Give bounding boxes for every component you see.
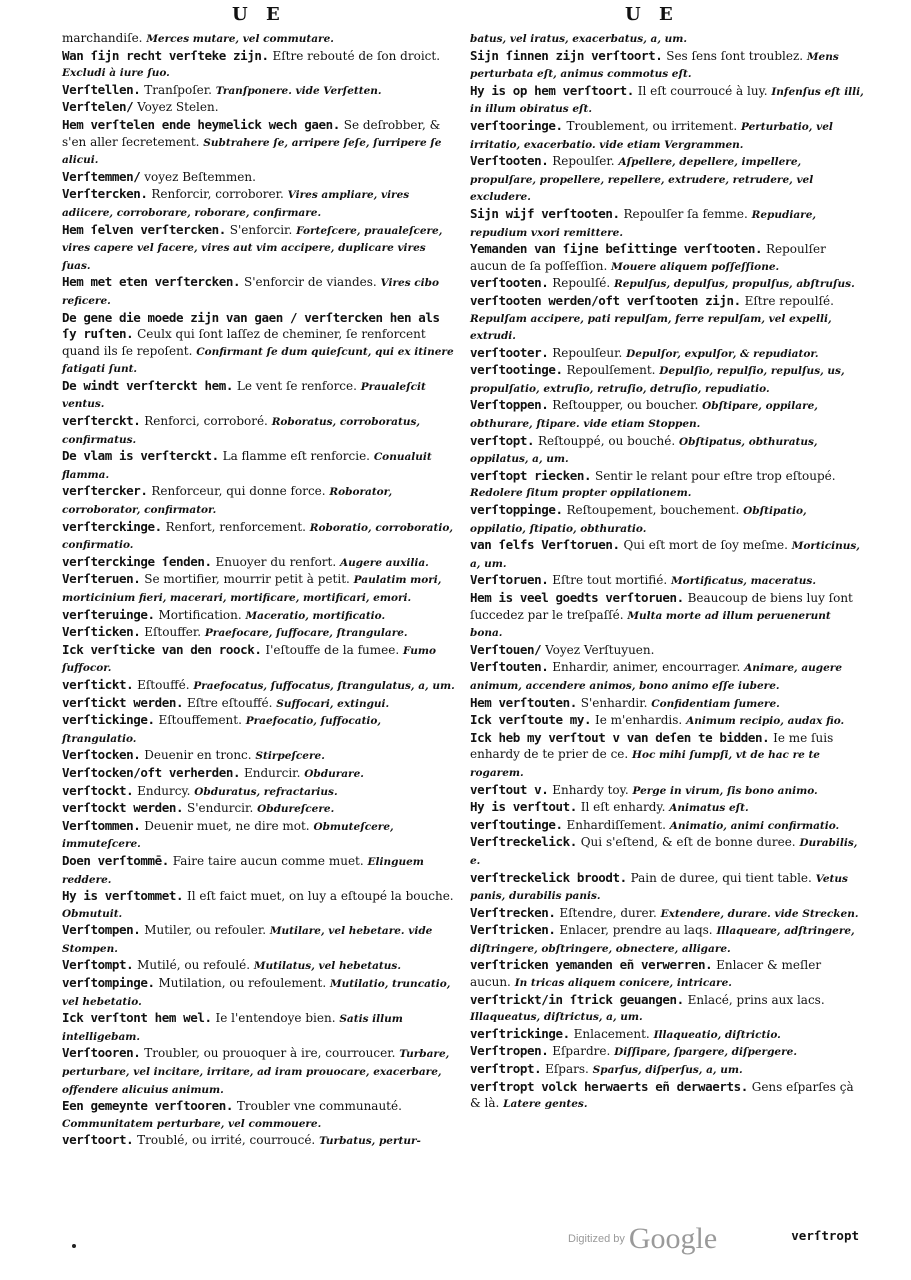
- headword: Hy is verſtout.: [470, 799, 577, 815]
- latin-gloss: Obdurare.: [304, 767, 364, 780]
- french-gloss: marchandiſe.: [62, 31, 143, 45]
- headword: verſtercker.: [62, 483, 148, 499]
- ink-speck: [72, 1244, 76, 1248]
- french-gloss: S'enforcir de viandes.: [243, 275, 377, 290]
- latin-gloss: Obdureſcere.: [257, 803, 335, 816]
- headword: Hem met eten verſtercken.: [62, 274, 241, 290]
- latin-gloss: Obmuteſcere, immuteſcere.: [62, 820, 394, 851]
- french-gloss: Il eſt courroucé à luy.: [637, 83, 768, 98]
- french-gloss: La flamme eſt renforcie.: [222, 449, 370, 464]
- headword: Verſtellen.: [62, 81, 141, 97]
- french-gloss: Repoulſement.: [566, 363, 656, 378]
- latin-gloss: Depulſor, expulſor, & repudiator.: [626, 347, 819, 360]
- french-gloss: Enlacer & meſler aucun.: [470, 958, 822, 990]
- headword: De vlam is verſterckt.: [62, 448, 219, 464]
- headword: Ick verſtoute my.: [470, 712, 592, 728]
- headword: Ick verſtont hem wel.: [62, 1010, 212, 1026]
- latin-gloss: Communitatem perturbare, vel commouere.: [62, 1117, 322, 1130]
- french-gloss: Repoulſé.: [552, 276, 611, 291]
- latin-gloss: Animum recipio, audax fio.: [686, 715, 845, 728]
- dictionary-entry: [470, 1079, 865, 1113]
- dictionary-entry: [62, 975, 457, 1010]
- headword: Een gemeynte verſtooren.: [62, 1098, 234, 1114]
- headword: Verſtercken.: [62, 186, 148, 202]
- french-gloss: Renforceur, qui donne force.: [151, 484, 326, 499]
- latin-gloss: Illaqueare, adſtringere, diſtringere, obſtringere, obnectere, alligare.: [470, 925, 855, 955]
- dictionary-entry: [62, 519, 457, 554]
- headword: Verſtompt.: [62, 957, 134, 973]
- headword: verſtoppinge.: [470, 502, 563, 518]
- dictionary-entry: [470, 397, 865, 432]
- headword: verſtickt werden.: [62, 694, 184, 710]
- latin-gloss: Obduratus, refractarius.: [194, 785, 338, 798]
- dictionary-entry: [62, 957, 457, 975]
- headword: Verſtooten.: [470, 153, 549, 169]
- dictionary-entry: [470, 1026, 865, 1044]
- latin-gloss: Merces mutare, vel commutare.: [146, 33, 334, 45]
- latin-gloss: Augere auxilia.: [340, 556, 429, 569]
- french-gloss: Ie m'enhardis.: [594, 713, 683, 728]
- headword: verſterckt.: [62, 413, 141, 429]
- headword: Hem verſtelen ende heymelick wech gaen.: [62, 116, 340, 132]
- headword: verſtickinge.: [62, 712, 155, 728]
- french-gloss: Reſtouppé, ou bouché.: [537, 433, 676, 448]
- french-gloss: Reſtoupement, bouchement.: [566, 503, 740, 518]
- headword: Ick heb my verſtout v van deſen te bidden.: [470, 729, 770, 745]
- french-gloss: Mutilé, ou refoulé.: [137, 958, 251, 973]
- french-gloss: Il eſt enhardy.: [580, 800, 666, 815]
- latin-gloss: Subtrahere ſe, arripere ſeſe, ſurripere ſe alicui.: [62, 136, 442, 167]
- dictionary-entry: [62, 274, 457, 309]
- french-gloss: Enlacer, prendre au laqs.: [559, 923, 713, 938]
- dictionary-entry: [62, 1045, 457, 1098]
- latin-gloss: Vires ampliare, vires adiicere, corroborare, roborare, confirmare.: [62, 189, 410, 219]
- latin-gloss: Satis illum intelligebam.: [62, 1013, 403, 1043]
- latin-gloss: Turbare, perturbare, vel incitare, irritare, ad iram prouocare, exacerbare, offendere alicuius animum.: [62, 1048, 450, 1096]
- french-gloss: Endurcy.: [137, 783, 191, 798]
- latin-gloss: Repulſus, depulſus, propulſus, abſtruſus.: [614, 278, 855, 291]
- french-gloss: Renfort, renforcement.: [165, 519, 306, 534]
- latin-gloss: Depulſio, repulſio, repulſus, us, propulſatio, extruſio, retruſio, detruſio, repudiatio.: [470, 365, 845, 395]
- french-gloss: Repoulſeur.: [552, 345, 623, 360]
- latin-gloss: Obſtipatio, oppilatio, ſtipatio, obthuratio.: [470, 505, 807, 535]
- dictionary-entry: [62, 448, 457, 483]
- latin-gloss: Latere gentes.: [503, 1098, 588, 1111]
- headword: Verſtouten.: [470, 659, 549, 675]
- dictionary-entry: [62, 186, 457, 221]
- headword: verſterckinge.: [62, 518, 162, 534]
- dictionary-entry: [62, 222, 457, 275]
- dictionary-entry: [62, 554, 457, 572]
- french-gloss: Troublé, ou irrité, courroucé.: [137, 1133, 316, 1148]
- dictionary-entry: [470, 712, 865, 730]
- latin-gloss: Conualuit flamma.: [62, 451, 432, 481]
- running-head-left: U E: [232, 4, 286, 25]
- dictionary-entry: [470, 153, 865, 206]
- headword: Verſtreckelick.: [470, 834, 577, 850]
- latin-gloss: Roboratio, corroboratio, confirmatio.: [62, 521, 453, 552]
- french-gloss: Le vent ſe renforce.: [236, 378, 357, 393]
- dictionary-entry: [470, 870, 865, 905]
- latin-gloss: Mutilatus, vel hebetatus.: [253, 960, 401, 973]
- headword: De gene die moede zijn van gaen / verſtercken hen als ſy ruſten.: [62, 309, 440, 342]
- french-gloss: Beaucoup de biens luy ſont ſuccedez par le treſpaſſé.: [470, 591, 853, 622]
- headword: verſtockt werden.: [62, 800, 184, 816]
- headword: Sijn wijf verſtooten.: [470, 205, 620, 221]
- latin-gloss: Fumo ſuffocor.: [62, 644, 436, 675]
- headword: verſtickt.: [62, 676, 134, 692]
- dictionary-entry: [470, 695, 865, 713]
- headword: verſtropt.: [470, 1061, 542, 1077]
- headword: Hem verſtouten.: [470, 694, 577, 710]
- headword: Verſtropen.: [470, 1043, 549, 1059]
- latin-gloss: Tranſponere. vide Verſetten.: [215, 84, 382, 97]
- headword: Verſtemmen/: [62, 168, 141, 184]
- latin-gloss: Roboratus, corroboratus, confirmatus.: [62, 416, 421, 446]
- dictionary-entry: [62, 607, 457, 625]
- dictionary-entry: [62, 853, 457, 888]
- headword: De windt verſterckt hem.: [62, 377, 234, 393]
- headword: Verſtocken.: [62, 747, 141, 763]
- headword: verſtoort.: [62, 1132, 134, 1148]
- headword: Hy is verſtommet.: [62, 888, 184, 904]
- dictionary-entry: [62, 747, 457, 765]
- watermark-prefix: Digitized by: [568, 1233, 625, 1245]
- dictionary-entry: [62, 677, 457, 695]
- french-gloss: Reſtoupper, ou boucher.: [552, 398, 699, 413]
- latin-gloss: Praualeſcit ventus.: [62, 380, 426, 411]
- french-gloss: Voyez Stelen.: [137, 100, 219, 115]
- left-column: [62, 30, 457, 1150]
- dictionary-entry: [62, 82, 457, 100]
- headword: verſtopt.: [470, 432, 535, 448]
- digitized-watermark: [568, 1222, 717, 1256]
- dictionary-entry: [62, 1132, 457, 1150]
- dictionary-entry: [470, 118, 865, 153]
- french-gloss: Deuenir en tronc.: [144, 748, 252, 763]
- french-gloss: S'endurcir.: [186, 801, 254, 816]
- headword: verſteruinge.: [62, 606, 155, 622]
- french-gloss: Mutilation, ou refoulement.: [158, 976, 327, 991]
- headword: Hy is op hem verſtoort.: [470, 82, 634, 98]
- latin-gloss: Illaqueatus, diſtrictus, a, um.: [470, 1011, 643, 1024]
- french-gloss: S'enforcir.: [229, 222, 293, 237]
- latin-gloss: Durabilis, e.: [470, 837, 858, 867]
- dictionary-entry: [62, 310, 457, 378]
- headword: Verſtouen/: [470, 641, 542, 657]
- dictionary-entry: [470, 922, 865, 957]
- latin-gloss: Extendere, durare. vide Strecken.: [660, 907, 859, 920]
- french-gloss: Enuoyer du renfort.: [215, 554, 337, 569]
- latin-gloss: Elinguem reddere.: [62, 855, 424, 886]
- headword: Doen verſtommē.: [62, 852, 169, 868]
- dictionary-entry: [62, 800, 457, 818]
- latin-gloss: Turbatus, pertur-: [319, 1135, 421, 1148]
- dictionary-entry: [470, 1061, 865, 1079]
- french-gloss: Eſtouffé.: [137, 677, 190, 692]
- latin-gloss: Perge in virum, ſis bono animo.: [632, 784, 818, 797]
- french-gloss: Enlacement.: [573, 1026, 650, 1041]
- headword: Verſteruen.: [62, 571, 141, 587]
- dictionary-entry: [62, 571, 457, 606]
- headword: verſtooten.: [470, 275, 549, 291]
- french-gloss: Pain de duree, qui tient table.: [630, 870, 812, 885]
- headword: verſterckinge ſenden.: [62, 553, 212, 569]
- latin-gloss: Mouere aliquem poſſeſſione.: [611, 260, 780, 273]
- dictionary-entry: [470, 83, 865, 118]
- headword: verſtout v.: [470, 781, 549, 797]
- dictionary-entry: [62, 99, 457, 117]
- french-gloss: Eſtendre, durer.: [559, 905, 657, 920]
- latin-gloss: Sparſus, diſperſus, a, um.: [592, 1064, 743, 1077]
- french-gloss: Repoulſer aucun de ſa poſſeſſion.: [470, 242, 826, 273]
- latin-gloss: Diſſipare, ſpargere, diſpergere.: [614, 1046, 797, 1059]
- latin-gloss: Perturbatio, vel irritatio, exacerbatio. vide etiam Vergrammen.: [470, 120, 833, 151]
- latin-gloss: Repulſam accipere, pati repulſam, ferre repulſam, vel expelli, extrudi.: [470, 312, 832, 343]
- headword: Hem is veel goedts verſtoruen.: [470, 590, 684, 605]
- headword: verſtoutinge.: [470, 816, 563, 832]
- french-gloss: Eſpars.: [545, 1062, 589, 1077]
- french-gloss: Faire taire aucun comme muet.: [172, 853, 364, 868]
- dictionary-entry: [62, 783, 457, 801]
- latin-gloss: Praefocatio, ſuffocatio, ſtrangulatio.: [62, 715, 382, 745]
- french-gloss: Ceulx qui ſont laſſez de cheminer, ſe renforcent quand ils ſe repoſent.: [62, 327, 426, 358]
- latin-gloss: Vires cibo reficere.: [62, 277, 439, 307]
- french-gloss: Il eſt faict muet, on luy a eſtoupé la bouche.: [186, 889, 454, 904]
- latin-gloss: Mutilatio, truncatio, vel hebetatio.: [62, 978, 451, 1008]
- french-gloss: Eſtre rebouté de ſon droict.: [272, 48, 441, 63]
- latin-gloss: Animare, augere animum, accendere animos, bono animo eſſe iubere.: [470, 662, 843, 692]
- headword: Verſtoruen.: [470, 572, 549, 588]
- dictionary-entry: [470, 834, 865, 869]
- headword: Verſtricken.: [470, 922, 556, 938]
- french-gloss: Troubler, ou prouoquer à ire, courroucer.: [144, 1046, 396, 1061]
- latin-gloss: Aſpellere, depellere, impellere, propulſare, propellere, repellere, extrudere, retrudere, vel excludere.: [470, 156, 814, 204]
- dictionary-entry: [470, 992, 865, 1026]
- headword: verſtompinge.: [62, 975, 155, 991]
- french-gloss: Voyez Verſtuyuen.: [545, 642, 655, 657]
- dictionary-entry: [470, 1043, 865, 1061]
- dictionary-entry: [470, 293, 865, 345]
- dictionary-entry: [62, 695, 457, 713]
- french-gloss: Renforcir, corroborer.: [151, 187, 284, 202]
- latin-gloss: Repudiare, repudium vxori remittere.: [470, 208, 817, 239]
- french-gloss: Qui eſt mort de ſoy meſme.: [623, 538, 788, 553]
- dictionary-entry: [470, 241, 865, 275]
- french-gloss: S'enhardir.: [580, 695, 648, 710]
- dictionary-entry: [470, 590, 865, 642]
- headword: verſtropt volck herwaerts eñ derwaerts.: [470, 1078, 748, 1094]
- dictionary-entry: [62, 413, 457, 448]
- headword: van ſelfs Verſtoruen.: [470, 537, 620, 553]
- dictionary-entry: [470, 362, 865, 397]
- dictionary-entry: [62, 1010, 457, 1045]
- headword: verſtooten werden/oft verſtooten zijn.: [470, 292, 741, 308]
- latin-gloss: Stirpeſcere.: [255, 750, 325, 763]
- latin-gloss: Obſtipare, oppilare, obthurare, ſtipare. vide etiam Stoppen.: [470, 400, 818, 431]
- latin-gloss: Mutilare, vel hebetare. vide Stompen.: [62, 925, 433, 955]
- latin-gloss: Illaqueatio, diſtrictio.: [653, 1028, 781, 1041]
- right-column: [470, 30, 865, 1113]
- latin-gloss: Obſtipatus, obthuratus, oppilatus, a, um.: [470, 435, 818, 466]
- running-head-right: U E: [625, 4, 679, 25]
- french-gloss: Mortification.: [158, 607, 242, 622]
- dictionary-entry: [470, 730, 865, 782]
- headword: Verſtelen/: [62, 99, 134, 115]
- catchword: verſtropt: [791, 1228, 859, 1243]
- french-gloss: Renforci, corroboré.: [144, 414, 268, 429]
- dictionary-entry: [470, 659, 865, 694]
- headword: verſtooringe.: [470, 117, 563, 133]
- headword: Verſtocken/oft verherden.: [62, 764, 241, 780]
- headword: Verſticken.: [62, 624, 141, 640]
- latin-gloss: Infenſus eſt illi, in illum obiratus eſt.: [470, 85, 864, 116]
- dictionary-entry: [62, 642, 457, 677]
- latin-gloss: Praefocare, ſuffocare, ſtrangulare.: [204, 627, 408, 640]
- french-gloss: Eſtre tout mortifié.: [552, 573, 668, 588]
- latin-gloss: Praefocatus, ſuffocatus, ſtrangulatus, a, um.: [193, 679, 455, 692]
- headword: Hem ſelven verſtercken.: [62, 221, 226, 237]
- headword: Yemanden van ſijne beſittinge verſtooten.: [470, 241, 763, 257]
- latin-gloss: Suffocari, extingui.: [276, 697, 390, 710]
- dictionary-entry: [62, 378, 457, 413]
- french-gloss: Se deſrobber, & s'en aller ſecretement.: [62, 117, 441, 149]
- latin-gloss: Confirmant ſe dum quieſcunt, qui ex itinere fatigati ſunt.: [62, 345, 454, 376]
- dictionary-entry: [470, 345, 865, 363]
- dictionary-entry: [470, 30, 865, 48]
- dictionary-entry: [62, 624, 457, 642]
- french-gloss: Se mortifier, mourrir petit à petit.: [144, 572, 350, 587]
- dictionary-entry: [470, 642, 865, 660]
- dictionary-entry: [62, 117, 457, 169]
- latin-gloss: Excludi à iure ſuo.: [62, 67, 170, 80]
- french-gloss: Ses ſens ſont troublez.: [666, 48, 804, 63]
- dictionary-entry: [470, 537, 865, 572]
- latin-gloss: Animatio, animi confirmatio.: [669, 819, 840, 832]
- french-gloss: Deuenir muet, ne dire mot.: [144, 818, 310, 833]
- dictionary-entry: [470, 957, 865, 991]
- headword: Ick verſticke van den roock.: [62, 641, 262, 657]
- latin-gloss: Forteſcere, praualeſcere, vires capere vel facere, vires aut vim accipere, duplicare vires ſuas.: [62, 224, 443, 272]
- headword: verſtricken yemanden eñ verwerren.: [470, 957, 713, 973]
- dictionary-entry: [62, 712, 457, 747]
- dictionary-entry: [470, 502, 865, 537]
- french-gloss: Repoulſer.: [552, 154, 615, 169]
- dictionary-entry: [62, 765, 457, 783]
- french-gloss: Gens eſparſes çà & là.: [470, 1079, 854, 1111]
- french-gloss: Eſtre repoulſé.: [744, 293, 834, 308]
- headword: Wan ſijn recht verſteke zijn.: [62, 47, 269, 63]
- dictionary-entry: [62, 818, 457, 853]
- dictionary-entry: [62, 30, 457, 48]
- french-gloss: Enlacé, prins aux lacs.: [687, 992, 825, 1007]
- latin-gloss: Mortificatus, maceratus.: [671, 575, 816, 588]
- headword: verſtreckelick broodt.: [470, 869, 627, 885]
- latin-gloss: Morticinus, a, um.: [470, 540, 860, 570]
- headword: Sijn ſinnen zijn verſtoort.: [470, 47, 663, 63]
- dictionary-entry: [62, 888, 457, 922]
- headword: verſtootinge.: [470, 362, 563, 378]
- latin-gloss: Obmutuit.: [62, 907, 123, 920]
- dictionary-entry: [470, 468, 865, 502]
- french-gloss: Mutiler, ou refouler.: [144, 923, 267, 938]
- headword: verſtrickinge.: [470, 1025, 570, 1041]
- dictionary-entry: [62, 169, 457, 187]
- french-gloss: I'eſtouffe de la fumee.: [265, 642, 400, 657]
- dictionary-entry: [470, 433, 865, 468]
- dictionary-entry: [470, 782, 865, 800]
- french-gloss: Enhardir, animer, encourrager.: [552, 660, 741, 675]
- latin-gloss: Mens perturbata eſt, animus commotus eſt.: [470, 50, 839, 81]
- french-gloss: Tranſpoſer.: [144, 82, 212, 97]
- french-gloss: Troubler vne communauté.: [236, 1099, 402, 1114]
- french-gloss: Enhardy toy.: [552, 782, 629, 797]
- dictionary-entry: [470, 905, 865, 923]
- headword: Verſtooren.: [62, 1045, 141, 1061]
- headword: Verſtoppen.: [470, 397, 549, 413]
- watermark-brand: Google: [628, 1222, 718, 1255]
- dictionary-entry: [62, 922, 457, 957]
- french-gloss: Eſtouffement.: [158, 713, 242, 728]
- latin-gloss: Roborator, corroborator, confirmator.: [62, 486, 393, 517]
- dictionary-entry: [470, 48, 865, 83]
- french-gloss: Eſpardre.: [552, 1044, 611, 1059]
- latin-gloss: Confidentiam ſumere.: [651, 697, 780, 710]
- latin-gloss: Multa morte ad illum peruenerunt bona.: [470, 609, 831, 640]
- dictionary-entry: [470, 275, 865, 293]
- french-gloss: Qui s'eſtend, & eſt de bonne duree.: [580, 835, 796, 850]
- latin-gloss: In tricas aliquem conicere, intricare.: [514, 977, 732, 990]
- dictionary-entry: [470, 799, 865, 817]
- latin-gloss: Paulatim mori, morticinium fieri, macerari, mortificare, mortificari, emori.: [62, 574, 442, 604]
- french-gloss: Ie l'entendoye bien.: [215, 1011, 336, 1026]
- french-gloss: Enhardiſſement.: [566, 817, 666, 832]
- headword: Verſtompen.: [62, 922, 141, 938]
- french-gloss: Sentir le relant pour eſtre trop eſtoupé.: [594, 468, 836, 483]
- french-gloss: Repoulſer ſa femme.: [623, 206, 748, 221]
- headword: verſtopt riecken.: [470, 467, 592, 483]
- latin-gloss: batus, vel iratus, exacerbatus, a, um.: [470, 33, 688, 45]
- dictionary-entry: [62, 1098, 457, 1132]
- dictionary-entry: [62, 483, 457, 518]
- headword: Verſtommen.: [62, 817, 141, 833]
- latin-gloss: Maceratio, mortificatio.: [245, 609, 386, 622]
- latin-gloss: Vetus panis, durabilis panis.: [470, 872, 848, 903]
- dictionary-entry: [470, 572, 865, 590]
- headword: verſtockt.: [62, 782, 134, 798]
- french-gloss: Eſtouffer.: [144, 625, 202, 640]
- dictionary-entry: [470, 206, 865, 241]
- dictionary-entry: [62, 48, 457, 82]
- headword: verſtrickt/in ſtrick geuangen.: [470, 991, 684, 1007]
- latin-gloss: Hoc mihi ſumpſi, vt de hac re te rogarem.: [470, 749, 820, 779]
- french-gloss: Ie me ſuis enhardy de te prier de ce.: [470, 730, 834, 762]
- french-gloss: Eſtre eſtouffé.: [186, 695, 273, 710]
- headword: verſtooter.: [470, 344, 549, 360]
- headword: Verſtrecken.: [470, 904, 556, 920]
- french-gloss: Troublement, ou irritement.: [566, 118, 738, 133]
- latin-gloss: Redolere ſitum propter oppilationem.: [470, 487, 692, 500]
- dictionary-entry: [470, 817, 865, 835]
- french-gloss: Endurcir.: [243, 765, 301, 780]
- latin-gloss: Animatus eſt.: [669, 802, 749, 815]
- french-gloss: voyez Beſtemmen.: [144, 169, 256, 184]
